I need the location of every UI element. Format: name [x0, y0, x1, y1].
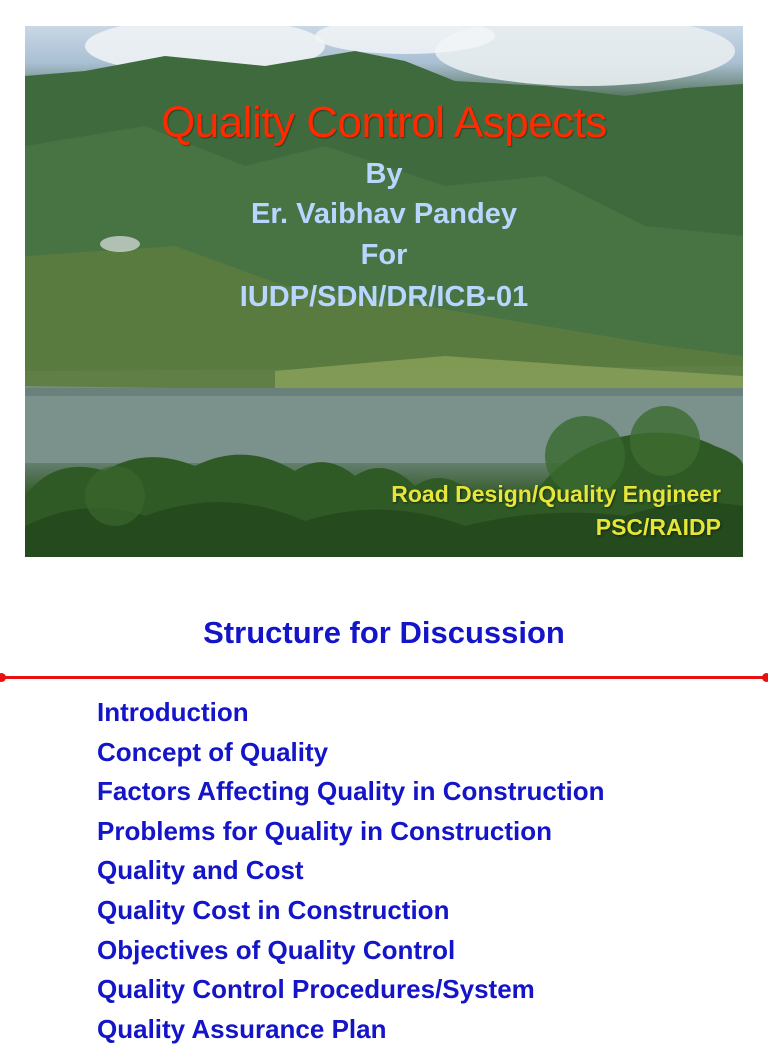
title-slide	[25, 26, 743, 557]
list-item: Factors Affecting Quality in Construction	[97, 776, 605, 807]
project-code: IUDP/SDN/DR/ICB-01	[239, 281, 529, 313]
divider-endpoint-left	[0, 673, 6, 682]
slide-heading: Structure for Discussion	[203, 615, 565, 650]
list-item: Quality Control Procedures/System	[97, 974, 535, 1005]
author-organization: PSC/RAIDP	[595, 514, 721, 540]
list-item: Quality and Cost	[97, 855, 304, 886]
list-item: Problems for Quality in Construction	[97, 815, 553, 846]
heading-divider	[2, 676, 766, 679]
author-role: Road Design/Quality Engineer	[391, 481, 721, 507]
list-item: Quality Assurance Plan	[97, 1013, 387, 1044]
by-label: By	[365, 158, 403, 190]
author-name: Er. Vaibhav Pandey	[251, 198, 517, 230]
list-item: Quality Cost in Construction	[97, 894, 450, 925]
list-item: Objectives of Quality Control	[97, 934, 456, 965]
list-item: Concept of Quality	[97, 736, 329, 767]
discussion-outline	[97, 696, 605, 1052]
slide-title: Quality Control Aspects	[161, 98, 607, 147]
list-item: Introduction	[97, 697, 249, 727]
for-label: For	[360, 239, 408, 271]
divider-endpoint-right	[762, 673, 768, 682]
